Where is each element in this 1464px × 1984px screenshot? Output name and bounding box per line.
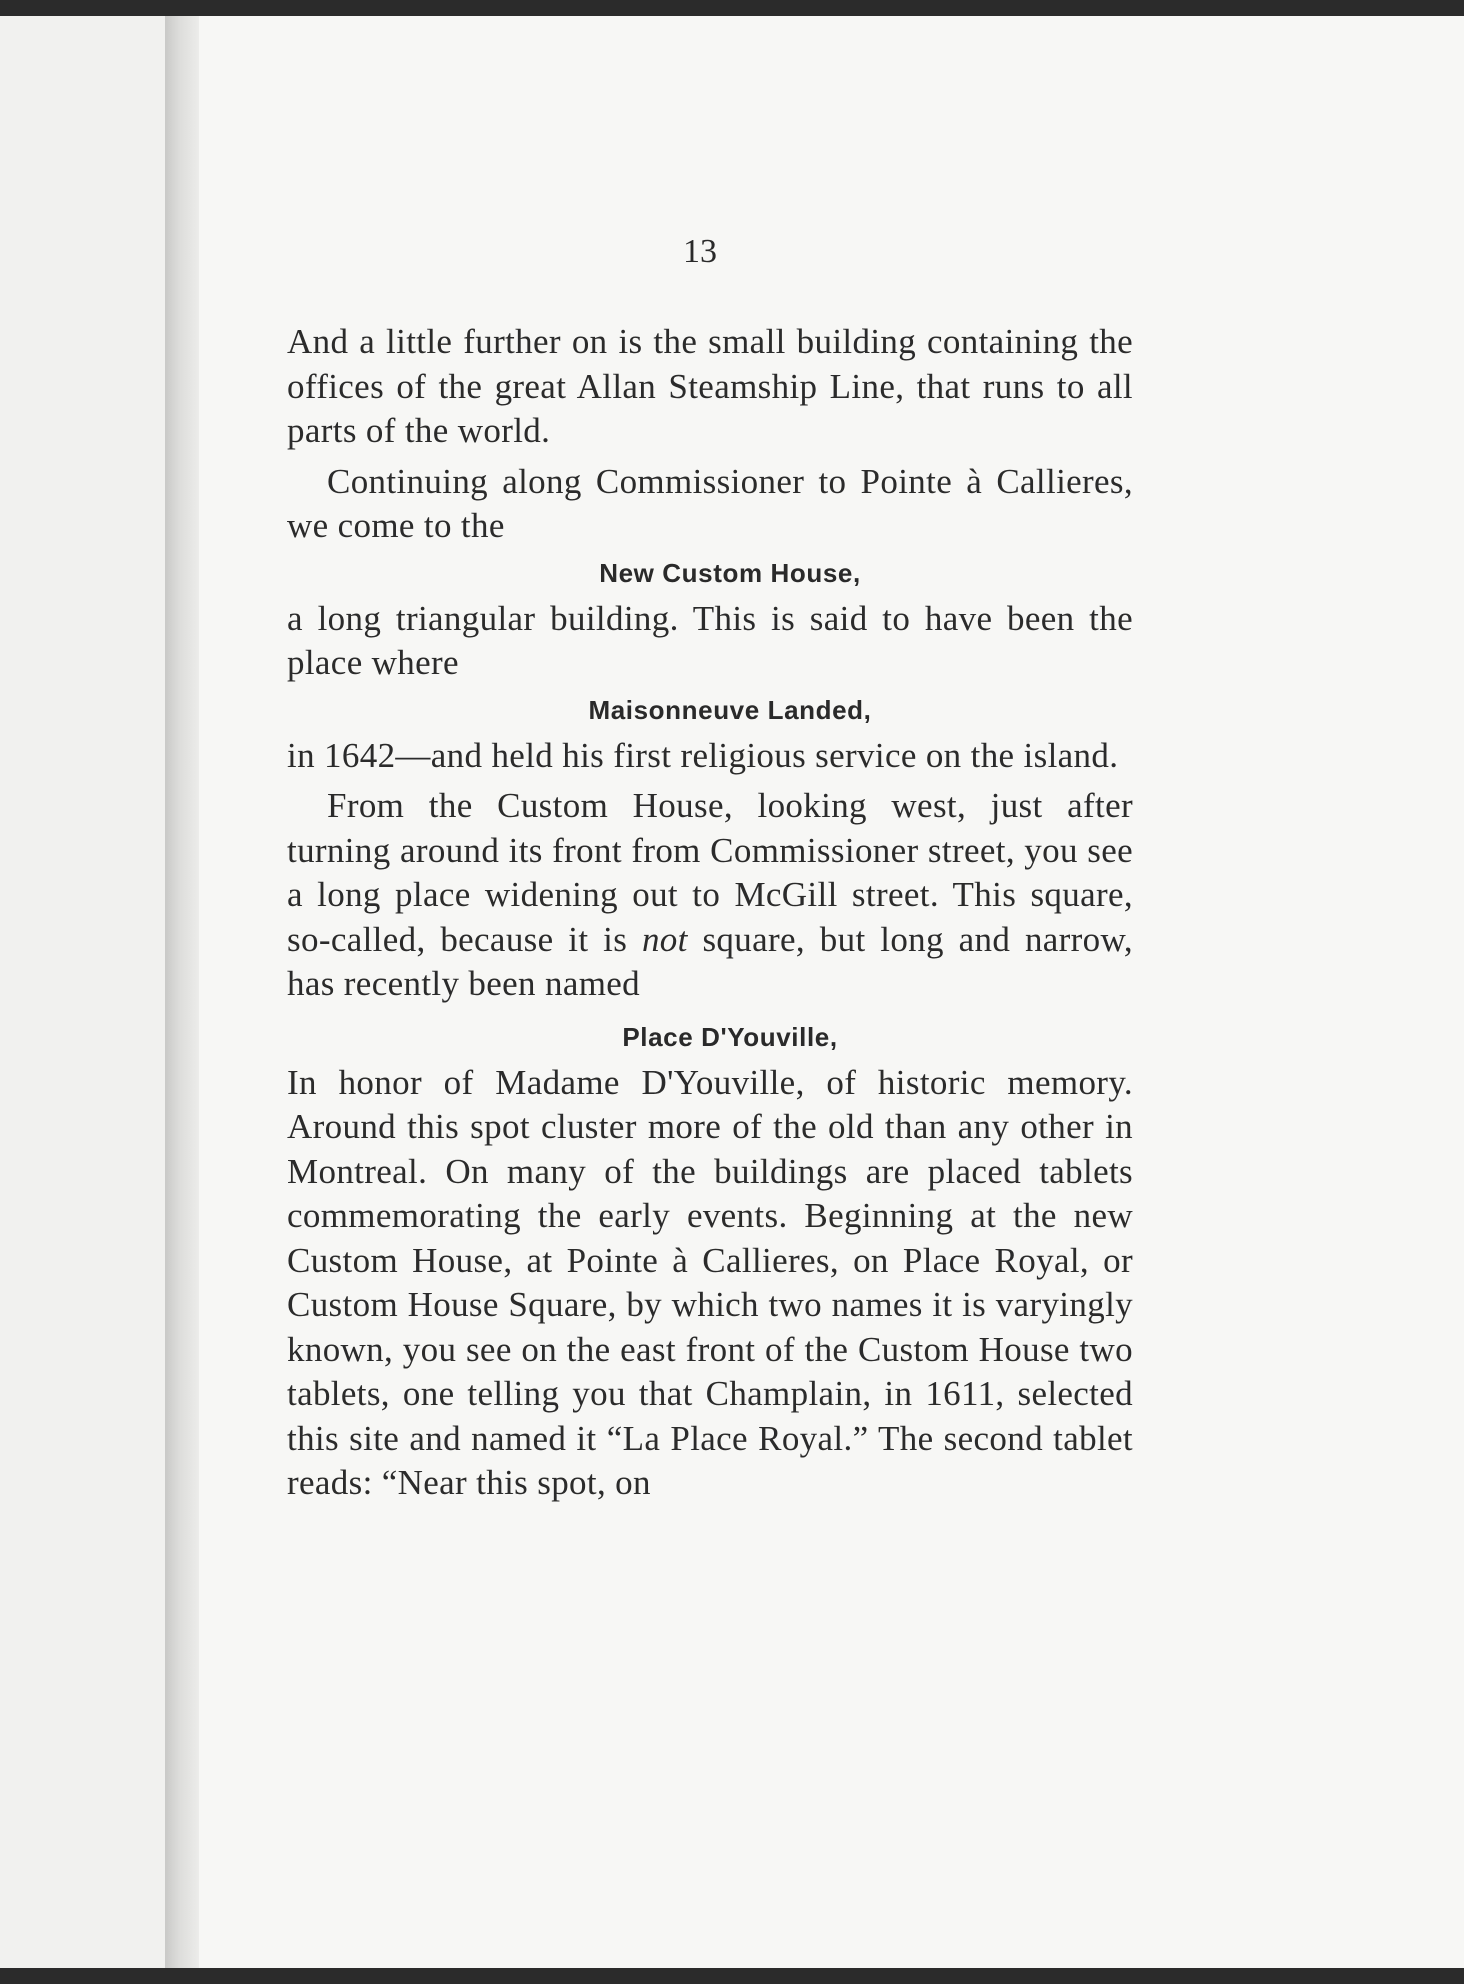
paragraph-1642: in 1642—and held his first religious service on the island. — [287, 735, 1119, 775]
paragraph-commissioner: Continuing along Commissioner to Pointe à Callieres, we come to the — [287, 461, 1133, 545]
scan-top-edge — [0, 0, 1464, 16]
left-page — [0, 16, 165, 1968]
paragraph-madame-dyouville: In honor of Madame D'Youville, of historic memory. Around this spot cluster more of the old than any other in Montreal. On many of the buildings are placed tablets commemorating the early events. Beginning at the new Custom House, at Pointe à Callieres, on Place Royal, or Custom House Square, by which two names it is varyingly known, you see on the east front of the Custom House two tablets, one telling you that Champlain, in 1611, selected this site and named it “La Place Royal.” The second tablet reads: “Near this spot, on — [287, 1062, 1133, 1502]
paragraph-custom-house-west — [287, 784, 1133, 1007]
scan-bottom-edge — [0, 1968, 1464, 1984]
book-gutter — [165, 16, 199, 1968]
page-number: 13 — [683, 233, 717, 270]
paragraph-text-part: square, but long and narrow, has recently been named — [287, 919, 1133, 1003]
page-body — [287, 320, 1133, 1506]
heading-new-custom-house: New Custom House, — [599, 557, 861, 588]
heading-maisonneuve-landed: Maisonneuve Landed, — [588, 694, 872, 725]
paragraph-text-part: From the Custom House, looking west, just after turning around its front from Commissioner street, you see a long place widening out to McGill street. This square, so-called, because it is — [287, 786, 1133, 959]
paragraph-allan-line: And a little further on is the small building containing the offices of the great Allan Steamship Line, that runs to all parts of the world. — [287, 322, 1133, 450]
paragraph-triangular-building: a long triangular building. This is said to have been the place where — [287, 598, 1133, 682]
heading-place-dyouville: Place D'Youville, — [622, 1021, 838, 1052]
emphasis-not: not — [641, 919, 688, 959]
